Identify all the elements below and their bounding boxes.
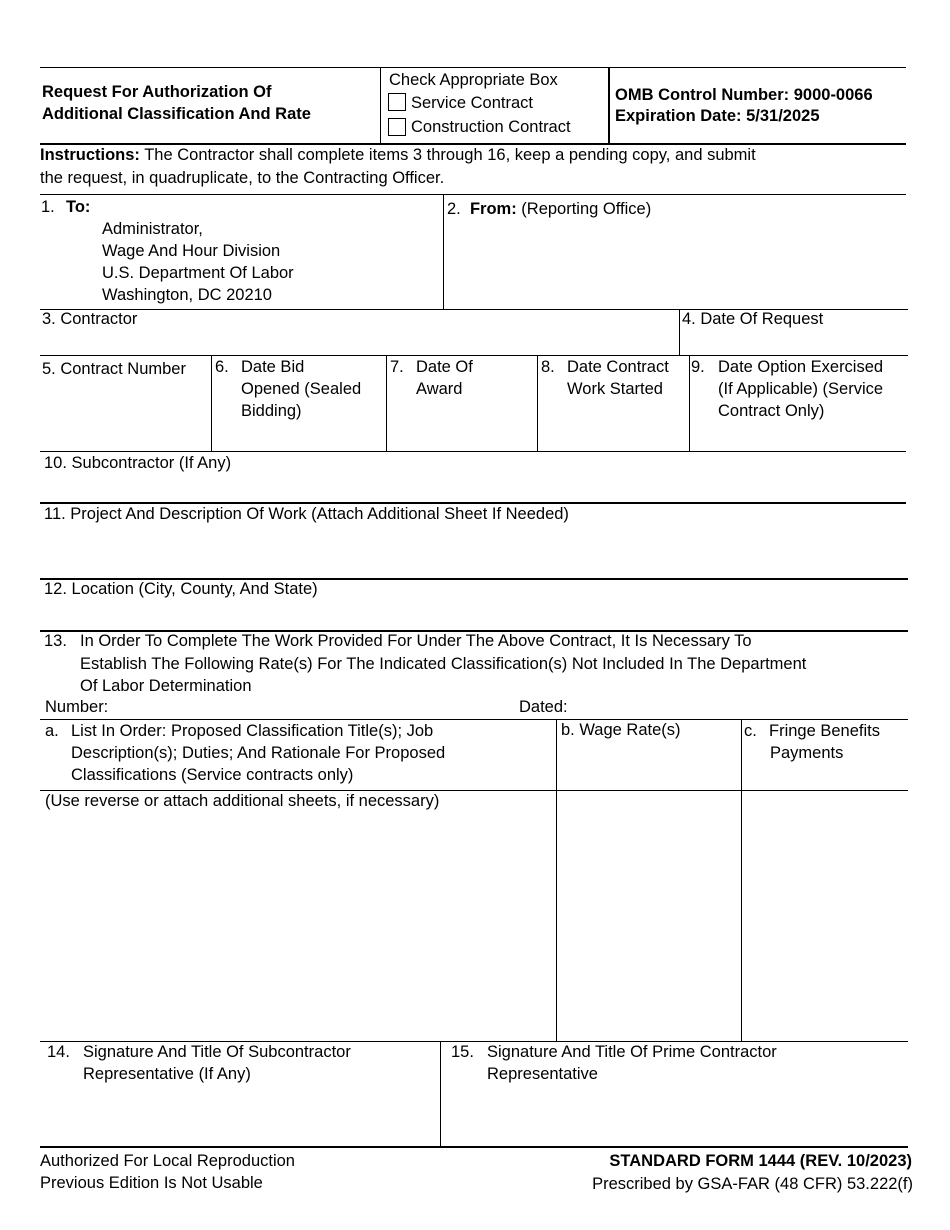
instructions-label: Instructions: [40, 146, 140, 164]
item9-line2: (If Applicable) (Service [718, 380, 884, 398]
col-c-line2: Payments [770, 744, 844, 762]
contract-number-field[interactable] [42, 382, 209, 450]
item9-num: 9. [691, 358, 705, 376]
item14-line2: Representative (If Any) [83, 1065, 251, 1083]
location-field[interactable] [44, 602, 904, 628]
construction-contract-checkbox[interactable] [388, 118, 406, 136]
fringe-benefits-field[interactable] [745, 794, 905, 1038]
item7-line2: Award [416, 380, 463, 398]
prime-contractor-signature-field[interactable] [445, 1088, 905, 1144]
project-description-field[interactable] [44, 527, 904, 575]
item1-address-line1: Administrator, [102, 220, 203, 238]
item2-label-row [447, 198, 651, 221]
item14-line1: Signature And Title Of Subcontractor [83, 1043, 351, 1061]
omb-control-number: OMB Control Number: 9000-0066 [615, 86, 873, 104]
rule-item14-15 [440, 1041, 441, 1147]
form-title-line1: Request For Authorization Of [42, 83, 272, 101]
item2-num: 2. [447, 200, 461, 218]
item9-line3: Contract Only) [718, 402, 825, 420]
footer-previous-edition: Previous Edition Is Not Usable [40, 1174, 263, 1192]
item4-label: 4. Date Of Request [682, 310, 824, 328]
item8-num: 8. [541, 358, 555, 376]
rule-instructions-bottom [40, 194, 906, 195]
col-a-line2: Description(s); Duties; And Rationale For Proposed [71, 744, 446, 762]
wage-determination-number-label: Number: [45, 698, 109, 716]
classification-field[interactable] [44, 814, 552, 1038]
item11-label: 11. Project And Description Of Work (Attach Additional Sheet If Needed) [44, 505, 569, 523]
item13-num: 13. [44, 632, 67, 650]
rule-header-v1 [380, 67, 381, 143]
col-a-num: a. [45, 722, 59, 740]
item7-num: 7. [390, 358, 404, 376]
footer-reproduction: Authorized For Local Reproduction [40, 1152, 295, 1170]
rule-item7-8 [537, 355, 538, 451]
col-b-header: b. Wage Rate(s) [561, 721, 681, 739]
rule-table-b-c [741, 719, 742, 1041]
item3-label: 3. Contractor [42, 310, 138, 328]
check-box-label: Check Appropriate Box [389, 71, 558, 89]
item6-line1: Date Bid [241, 358, 305, 376]
item1-address-line4: Washington, DC 20210 [102, 286, 272, 304]
date-of-request-field[interactable] [682, 330, 906, 354]
item15-num: 15. [451, 1043, 474, 1061]
item7-line1: Date Of [416, 358, 473, 376]
rule-header-v2 [608, 67, 610, 143]
rule-table-a-b [556, 719, 557, 1041]
item8-line2: Work Started [567, 380, 663, 398]
item1-address-line3: U.S. Department Of Labor [102, 264, 294, 282]
expiration-date: Expiration Date: 5/31/2025 [615, 107, 820, 125]
construction-contract-label: Construction Contract [411, 118, 571, 136]
form-title-line2: Additional Classification And Rate [42, 105, 311, 123]
item9-line1: Date Option Exercised [718, 358, 884, 376]
instructions-text1: The Contractor shall complete items 3 through 16, keep a pending copy, and submit [144, 146, 756, 164]
rule-item8-9 [689, 355, 690, 451]
rule-item5-6 [211, 355, 212, 451]
item6-line2: Opened (Sealed [241, 380, 362, 398]
item13-line3: Of Labor Determination [80, 677, 252, 695]
rule-signature-bottom [40, 1146, 908, 1148]
subcontractor-signature-field[interactable] [44, 1088, 436, 1144]
item15-line2: Representative [487, 1065, 598, 1083]
contractor-field[interactable] [42, 330, 676, 354]
item2-label: From: [469, 200, 517, 218]
item8-line1: Date Contract [567, 358, 669, 376]
item12-label: 12. Location (City, County, And State) [44, 580, 318, 598]
item1-address-line2: Wage And Hour Division [102, 242, 281, 260]
table-note: (Use reverse or attach additional sheets, if necessary) [45, 792, 440, 810]
col-a-line3: Classifications (Service contracts only) [71, 766, 354, 784]
item10-label: 10. Subcontractor (If Any) [44, 454, 232, 472]
item1-num: 1. [41, 198, 55, 216]
service-contract-checkbox[interactable] [388, 93, 406, 111]
item2-sub: (Reporting Office) [521, 200, 652, 218]
col-c-num: c. [744, 722, 757, 740]
service-contract-label: Service Contract [411, 94, 533, 112]
rule-item3-item4 [679, 309, 680, 355]
wage-rate-field[interactable] [560, 794, 738, 1038]
rule-item1-item2 [443, 194, 444, 309]
rule-item6-7 [386, 355, 387, 451]
col-a-line1: List In Order: Proposed Classification Title(s); Job [71, 722, 434, 740]
item15-line1: Signature And Title Of Prime Contractor [487, 1043, 777, 1061]
from-reporting-office-field[interactable] [445, 222, 905, 306]
wage-determination-dated-label: Dated: [519, 698, 568, 716]
instructions-line1 [40, 144, 756, 167]
col-c-line1: Fringe Benefits [769, 722, 880, 740]
item13-line2: Establish The Following Rate(s) For The Indicated Classification(s) Not Included In The Department [80, 655, 807, 673]
item6-num: 6. [215, 358, 229, 376]
instructions-line2: the request, in quadruplicate, to the Contracting Officer. [40, 169, 445, 187]
item14-num: 14. [47, 1043, 70, 1061]
item6-line3: Bidding) [241, 402, 302, 420]
footer-form-number: STANDARD FORM 1444 (REV. 10/2023) [609, 1152, 912, 1170]
item13-line1: In Order To Complete The Work Provided For Under The Above Contract, It Is Necessary To [80, 632, 752, 650]
item1-label: To: [66, 198, 91, 216]
item5-label: 5. Contract Number [42, 360, 186, 378]
subcontractor-field[interactable] [44, 476, 904, 500]
rule-top [40, 67, 906, 68]
footer-prescribed-by: Prescribed by GSA-FAR (48 CFR) 53.222(f) [592, 1175, 913, 1193]
